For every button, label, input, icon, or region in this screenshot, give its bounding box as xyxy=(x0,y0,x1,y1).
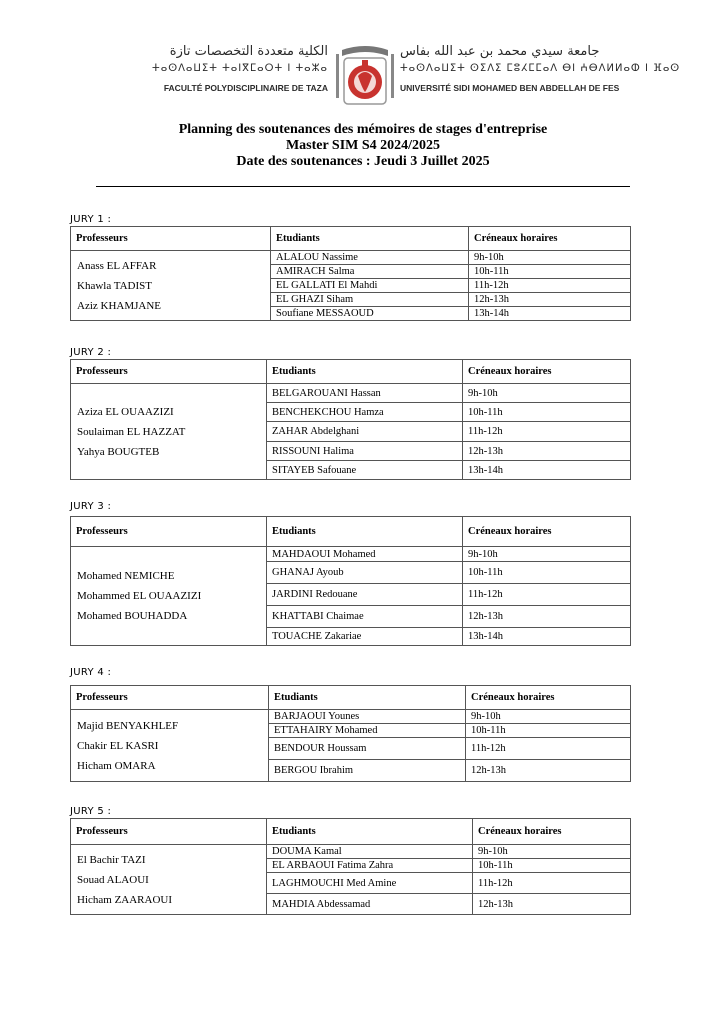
jury-professors-cell xyxy=(71,384,267,480)
student-name: JARDINI Redouane xyxy=(267,584,463,606)
column-header-etudiants: Etudiants xyxy=(267,360,463,384)
column-header-creneaux: Créneaux horaires xyxy=(466,686,631,710)
time-slot: 9h-10h xyxy=(473,845,631,859)
student-name: KHATTABI Chaimae xyxy=(267,606,463,628)
professor-name: Hicham OMARA xyxy=(77,759,156,772)
time-slot: 9h-10h xyxy=(463,547,631,562)
professor-name: El Bachir TAZI xyxy=(77,853,146,866)
student-name: BERGOU Ibrahim xyxy=(269,760,466,782)
jury-professors-cell xyxy=(71,251,271,321)
time-slot: 10h-11h xyxy=(466,724,631,738)
student-name: EL GALLATI El Mahdi xyxy=(271,279,469,293)
column-header-etudiants: Etudiants xyxy=(269,686,466,710)
table-row xyxy=(71,845,631,859)
jury-professors-cell xyxy=(71,845,267,915)
time-slot: 11h-12h xyxy=(473,873,631,894)
professor-name: Majid BENYAKHLEF xyxy=(77,719,179,732)
student-name: ZAHAR Abdelghani xyxy=(267,422,463,442)
title-line-3: Date des soutenances : Jeudi 3 Juillet 2025 xyxy=(236,154,490,169)
time-slot: 12h-13h xyxy=(469,293,631,307)
jury-label: JURY 3 : xyxy=(70,501,112,512)
table-row xyxy=(71,547,631,562)
column-header-etudiants: Etudiants xyxy=(271,227,469,251)
time-slot: 13h-14h xyxy=(469,307,631,321)
time-slot: 11h-12h xyxy=(469,279,631,293)
table-row xyxy=(71,251,631,265)
jury-table xyxy=(70,516,631,646)
student-name: AMIRACH Salma xyxy=(271,265,469,279)
jury-label: JURY 1 : xyxy=(70,214,112,225)
professor-name: Souad ALAOUI xyxy=(77,873,149,886)
column-header-creneaux: Créneaux horaires xyxy=(473,819,631,845)
time-slot: 10h-11h xyxy=(463,403,631,422)
university-name-french: UNIVERSITÉ SIDI MOHAMED BEN ABDELLAH DE FES xyxy=(400,83,620,93)
column-header-professeurs: Professeurs xyxy=(71,686,269,710)
time-slot: 9h-10h xyxy=(466,710,631,724)
column-header-creneaux: Créneaux horaires xyxy=(463,360,631,384)
student-name: GHANAJ Ayoub xyxy=(267,562,463,584)
jury-professors-cell xyxy=(71,710,269,782)
jury-table xyxy=(70,359,631,480)
university-logo-icon xyxy=(332,44,398,110)
student-name: RISSOUNI Halima xyxy=(267,442,463,461)
jury-label: JURY 4 : xyxy=(70,667,112,678)
time-slot: 9h-10h xyxy=(469,251,631,265)
faculty-name-block xyxy=(88,44,328,110)
table-header-row xyxy=(71,360,631,384)
jury-table xyxy=(70,685,631,782)
time-slot: 10h-11h xyxy=(473,859,631,873)
student-name: BELGAROUANI Hassan xyxy=(267,384,463,403)
professor-name: Mohamed BOUHADDA xyxy=(77,610,188,622)
time-slot: 12h-13h xyxy=(463,442,631,461)
time-slot: 9h-10h xyxy=(463,384,631,403)
student-name: EL ARBAOUI Fatima Zahra xyxy=(267,859,473,873)
professor-name: Chakir EL KASRI xyxy=(77,739,159,752)
faculty-name-tifinagh: ⵜⴰⵙⴷⴰⵡⵉⵜ ⵜⴰⵏⴳⵎⴰⵔⵜ ⵏ ⵜⴰⵣⴰ xyxy=(152,63,328,74)
student-name: TOUACHE Zakariae xyxy=(267,628,463,646)
time-slot: 10h-11h xyxy=(469,265,631,279)
time-slot: 10h-11h xyxy=(463,562,631,584)
title-line-1: Planning des soutenances des mémoires de stages d'entreprise xyxy=(178,122,548,137)
column-header-professeurs: Professeurs xyxy=(71,517,267,547)
document-title xyxy=(96,122,630,170)
university-name-block xyxy=(400,44,681,110)
table-header-row xyxy=(71,227,631,251)
table-header-row xyxy=(71,686,631,710)
time-slot: 11h-12h xyxy=(463,422,631,442)
student-name: ALALOU Nassime xyxy=(271,251,469,265)
student-name: LAGHMOUCHI Med Amine xyxy=(267,873,473,894)
student-name: DOUMA Kamal xyxy=(267,845,473,859)
jury-label: JURY 2 : xyxy=(70,347,112,358)
column-header-creneaux: Créneaux horaires xyxy=(469,227,631,251)
professor-name: Hicham ZAARAOUI xyxy=(77,893,173,906)
jury-table xyxy=(70,818,631,915)
student-name: MAHDAOUI Mohamed xyxy=(267,547,463,562)
column-header-professeurs: Professeurs xyxy=(71,227,271,251)
professor-name: Anass EL AFFAR xyxy=(77,259,157,272)
column-header-professeurs: Professeurs xyxy=(71,819,267,845)
table-header-row xyxy=(71,819,631,845)
professor-name: Soulaiman EL HAZZAT xyxy=(77,425,186,438)
time-slot: 13h-14h xyxy=(463,628,631,646)
column-header-creneaux: Créneaux horaires xyxy=(463,517,631,547)
time-slot: 12h-13h xyxy=(466,760,631,782)
title-divider xyxy=(96,186,630,187)
student-name: EL GHAZI Siham xyxy=(271,293,469,307)
university-name-arabic: جامعة سيدي محمد بن عبد الله بفاس xyxy=(400,44,600,59)
letterhead xyxy=(88,44,681,110)
student-name: SITAYEB Safouane xyxy=(267,461,463,480)
jury-table xyxy=(70,226,631,321)
time-slot: 13h-14h xyxy=(463,461,631,480)
table-row xyxy=(71,384,631,403)
time-slot: 11h-12h xyxy=(466,738,631,760)
column-header-professeurs: Professeurs xyxy=(71,360,267,384)
professor-name: Khawla TADIST xyxy=(77,279,152,292)
time-slot: 12h-13h xyxy=(463,606,631,628)
time-slot: 12h-13h xyxy=(473,894,631,915)
student-name: BARJAOUI Younes xyxy=(269,710,466,724)
student-name: Soufiane MESSAOUD xyxy=(271,307,469,321)
table-row xyxy=(71,710,631,724)
student-name: ETTAHAIRY Mohamed xyxy=(269,724,466,738)
student-name: BENDOUR Houssam xyxy=(269,738,466,760)
jury-label: JURY 5 : xyxy=(70,806,112,817)
student-name: BENCHEKCHOU Hamza xyxy=(267,403,463,422)
title-line-2: Master SIM S4 2024/2025 xyxy=(285,138,441,153)
jury-professors-cell xyxy=(71,547,267,646)
professor-name: Yahya BOUGTEB xyxy=(77,445,160,458)
table-header-row xyxy=(71,517,631,547)
column-header-etudiants: Etudiants xyxy=(267,819,473,845)
faculty-name-french: FACULTÉ POLYDISCIPLINAIRE DE TAZA xyxy=(163,83,328,93)
student-name: MAHDIA Abdessamad xyxy=(267,894,473,915)
time-slot: 11h-12h xyxy=(463,584,631,606)
professor-name: Mohammed EL OUAAZIZI xyxy=(77,590,202,602)
faculty-name-arabic: الكلية متعددة التخصصات تازة xyxy=(169,44,328,59)
professor-name: Aziza EL OUAAZIZI xyxy=(77,405,174,418)
column-header-etudiants: Etudiants xyxy=(267,517,463,547)
professor-name: Aziz KHAMJANE xyxy=(77,299,162,312)
university-name-tifinagh: ⵜⴰⵙⴷⴰⵡⵉⵜ ⵙⵉⴷⵉ ⵎⵓⵃⵎⵎⴰⴷ ⴱⵏ ⵄⴱⴷⵍⵍⴰⵀ ⵏ ⴼⴰⵙ xyxy=(400,63,681,74)
professor-name: Mohamed NEMICHE xyxy=(77,570,175,582)
